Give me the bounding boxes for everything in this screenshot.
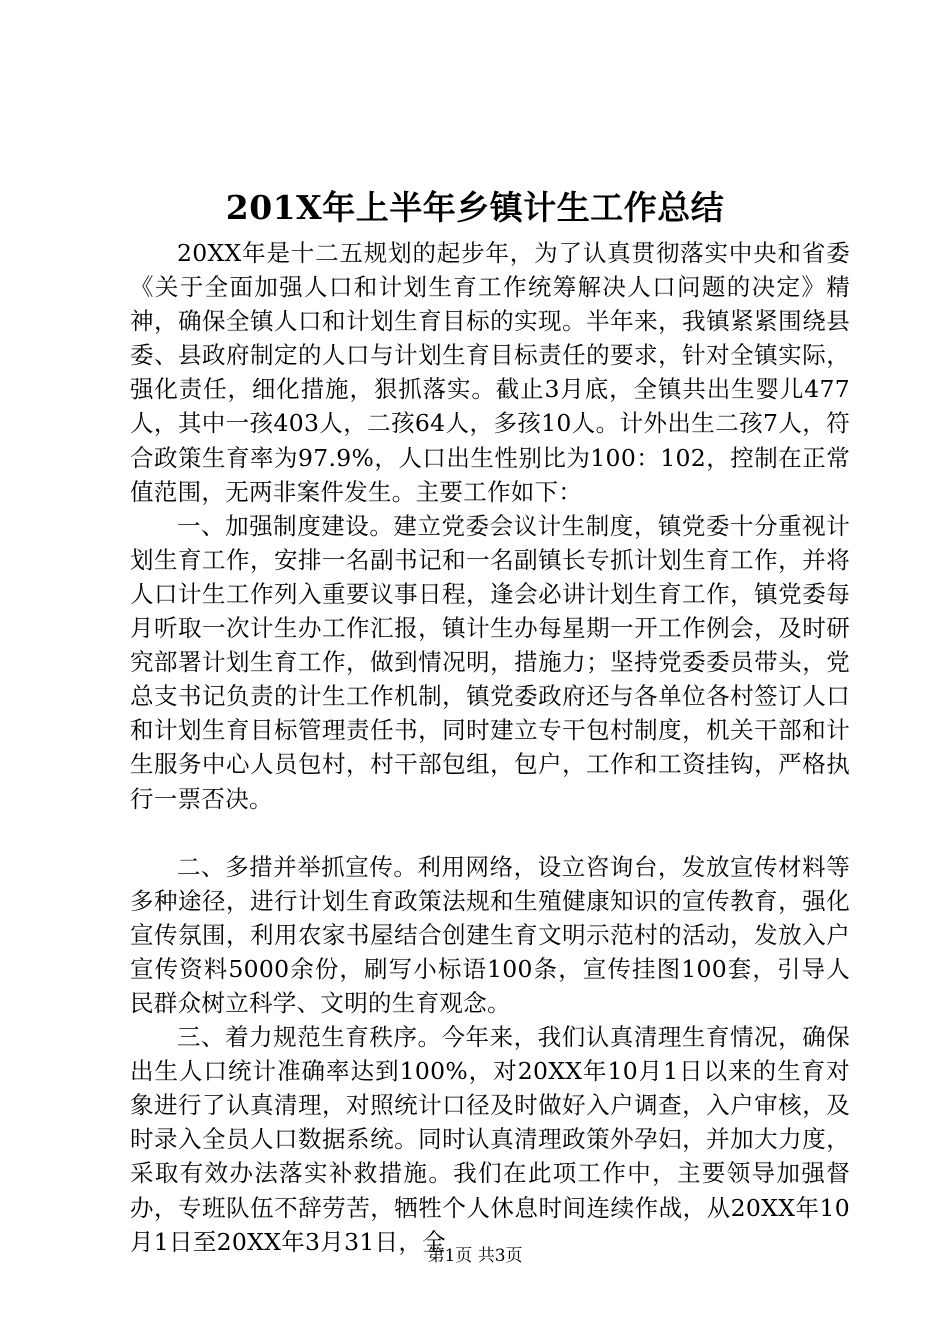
paragraph-section-3: 三、着力规范生育秩序。今年来，我们认真清理生育情况，确保出生人口统计准确率达到100%，对20XX年10月1日以来的生育对象进行了认真清理，对照统计口径及时做好入户调查，入户审核，及时录入全员人口数据系统。同时认真清理政策外孕妇，并加大力度，采取有效办法落实补救措施。我们在此项工作中，主要领导加强督办，专班队伍不辞劳苦，牺牲个人休息时间连续作战，从20XX年10月1日至20XX年3月31日，全 [130, 1023, 850, 1256]
paragraph-intro: 20XX年是十二五规划的起步年，为了认真贯彻落实中央和省委《关于全面加强人口和计划生育工作统筹解决人口问题的决定》精神，确保全镇人口和计划生育目标的实现。半年来，我镇紧紧围绕县委、县政府制定的人口与计划生育目标责任的要求，针对全镇实际，强化责任，细化措施，狠抓落实。截止3月底，全镇共出生婴儿477人，其中一孩403人，二孩64人，多孩10人。计外出生二孩7人，符合政策生育率为97.9%，人口出生性别比为100：102，控制在正常值范围，无两非案件发生。主要工作如下： [130, 239, 850, 506]
paragraph-section-2: 二、多措并举抓宣传。利用网络，设立咨询台，发放宣传材料等多种途径，进行计划生育政策法规和生殖健康知识的宣传教育，强化宣传氛围，利用农家书屋结合创建生育文明示范村的活动，发放入户宣传资料5000余份，刷写小标语100条，宣传挂图100套，引导人民群众树立科学、文明的生育观念。 [130, 852, 850, 1017]
page-footer: 第1页 共3页 [427, 1246, 523, 1266]
document-title: 201X年上半年乡镇计生工作总结 [225, 188, 725, 227]
document-body [130, 236, 850, 1259]
paragraph-section-1: 一、加强制度建设。建立党委会议计生制度，镇党委十分重视计划生育工作，安排一名副书记和一名副镇长专抓计划生育工作，并将人口计生工作列入重要议事日程，逢会必讲计划生育工作，镇党委每月听取一次计生办工作汇报，镇计生办每星期一开工作例会，及时研究部署计划生育工作，做到情况明，措施力；坚持党委委员带头，党总支书记负责的计生工作机制，镇党委政府还与各单位各村签订人口和计划生育目标管理责任书，同时建立专干包村制度，机关干部和计生服务中心人员包村，村干部包组，包户，工作和工资挂钩，严格执行一票否决。 [130, 511, 850, 813]
